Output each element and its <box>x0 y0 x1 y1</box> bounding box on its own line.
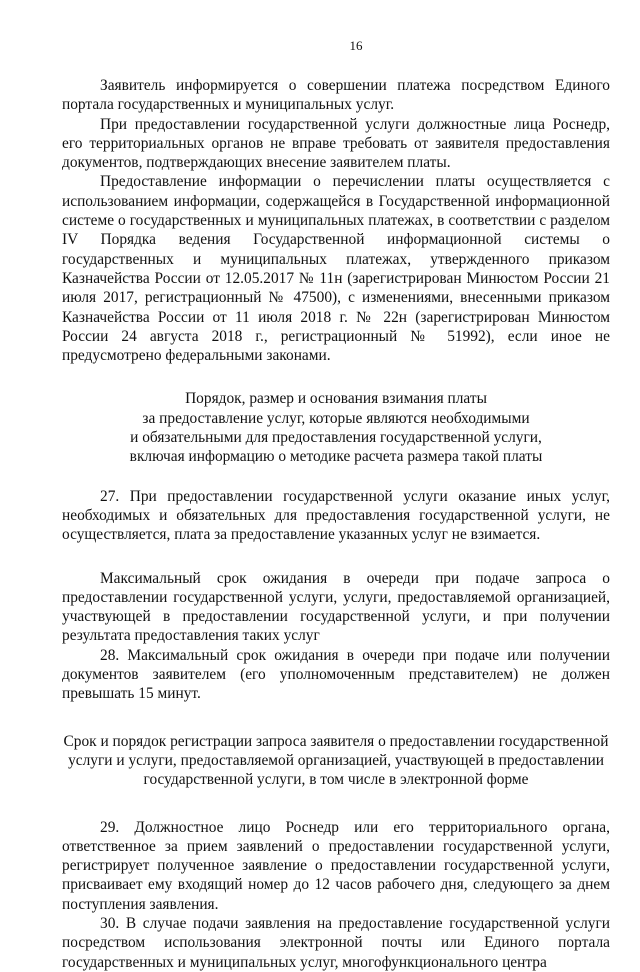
paragraph-28: 28. Максимальный срок ожидания в очереди при подаче или получении документов заявителем (его уполномоченным представителем) не должен превышать 15 минут. <box>62 646 610 703</box>
heading-line: государственной услуги, в том числе в электронной форме <box>143 771 529 789</box>
paragraph-payment-information: Предоставление информации о перечислении платы осуществляется с использованием информации, содержащейся в Государственной информационной системе о государственных и муниципальных платежах, в соответствии с разделом IV Порядка ведения Государственной информационной системы о государственных и муниципальных платежах, утвержденного приказом Казначейства России от 12.05.2017 № 11н (зарегистрирован Минюстом России 21 июля 2017, регистрационный № 47500), с изменениями, внесенными приказом Казначейства России от 11 июля 2018 г. № 22н (зарегистрирован Минюстом России 24 августа 2018 г., регистрационный № 51992), если иное не предусмотрено федеральными законами. <box>62 173 610 365</box>
heading-fee-order <box>62 389 610 466</box>
heading-line: за предоставление услуг, которые являются необходимыми <box>142 409 530 427</box>
page-number: 16 <box>349 38 363 53</box>
heading-line: и обязательными для предоставления государственной услуги, <box>130 429 542 447</box>
heading-line: Срок и порядок регистрации запроса заявителя о предоставлении государственной <box>63 732 609 750</box>
heading-line: включая информацию о методике расчета размера такой платы <box>129 448 543 466</box>
paragraph-30: 30. В случае подачи заявления на предоставление государственной услуги посредством использования электронной почты или Единого портала государственных и муниципальных услуг, многофункционального центра <box>62 914 610 971</box>
paragraph-no-documents-required: При предоставлении государственной услуги должностные лица Роснедр, его территориальных органов не вправе требовать от заявителя предоставления документов, подтверждающих внесение заявителем платы. <box>62 115 610 172</box>
heading-registration <box>62 732 610 790</box>
paragraph-29: 29. Должностное лицо Роснедр или его территориального органа, ответственное за прием заявлений о предоставлении государственной услуги, регистрирует полученное заявление о предоставлении государственной услуги, присваивает ему входящий номер до 12 часов рабочего дня, следующего за днем поступления заявления. <box>62 818 610 913</box>
paragraph-waiting-time-heading: Максимальный срок ожидания в очереди при подаче запроса о предоставлении государственной услуги, услуги, предоставляемой организацией, участвующей в предоставлении государственной услуги, и при получении результата предоставления таких услуг <box>62 569 610 645</box>
heading-line: Порядок, размер и основания взимания платы <box>185 390 487 408</box>
document-page <box>62 38 610 972</box>
paragraph-27: 27. При предоставлении государственной услуги оказание иных услуг, необходимых и обязательных для предоставления государственной услуги, не осуществляется, плата за предоставление указанных услуг не взимается. <box>62 487 610 544</box>
heading-line: услуги и услуги, предоставляемой организацией, участвующей в предоставлении <box>68 751 604 769</box>
paragraph-payment-notice: Заявитель информируется о совершении платежа посредством Единого портала государственных и муниципальных услуг. <box>62 77 610 114</box>
